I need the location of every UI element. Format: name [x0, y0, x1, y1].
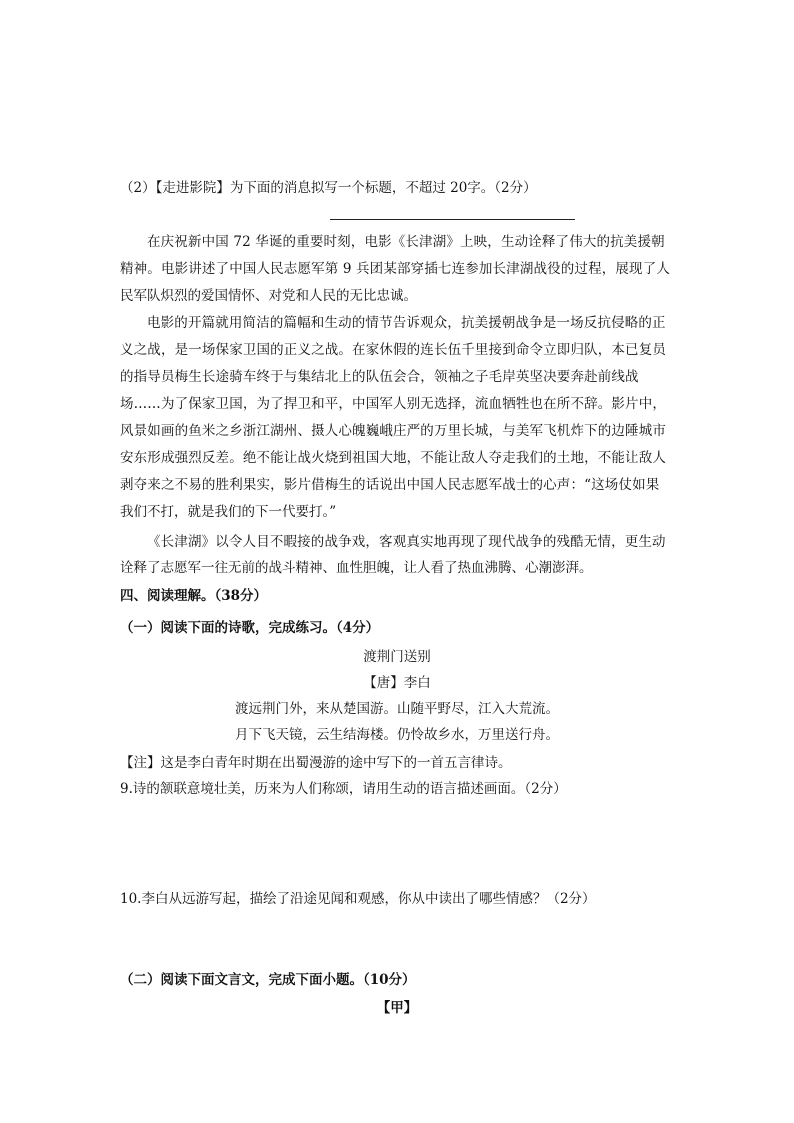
poem-author: 【唐】李白: [363, 675, 431, 691]
news-p2-line3: 的指导员梅生长途骑车终于与集结北上的队伍会合，领袖之子毛岸英坚决要奔赴前线战: [120, 369, 639, 385]
news-p2-line8: 我们不打，就是我们的下一代要打。”: [120, 504, 337, 520]
q2-prompt: （2）【走进影院】为下面的消息拟写一个标题，不超过 20字。（2分）: [120, 180, 537, 196]
answer-blank[interactable]: [330, 219, 575, 220]
question-9: 9.诗的颔联意境壮美，历来为人们称颂，请用生动的语言描述画面。（2分）: [120, 781, 567, 797]
section4-title: 四、阅读理解。（38分）: [120, 588, 268, 604]
question-10: 10.李白从远游写起，描绘了沿途见闻和观感，你从中读出了哪些情感？（2分）: [120, 891, 596, 907]
news-p2-line5: 风景如画的鱼米之乡浙江湖州、摄人心魄巍峨庄严的万里长城，与美军飞机炸下的边陲城市: [120, 423, 666, 439]
news-p2-line4: 场……为了保家卫国，为了捍卫和平，中国军人别无选择，流血牺牲也在所不辞。影片中，: [120, 396, 666, 412]
passage-jia-label: 【甲】: [376, 1000, 418, 1016]
poem-line1: 渡远荆门外，来从楚国游。山随平野尽，江入大荒流。: [235, 701, 559, 717]
news-p1-line1: 在庆祝新中国 72 华诞的重要时刻，电影《长津湖》上映，生动诠释了伟大的抗美援朝: [147, 234, 665, 250]
news-p2-line2: 义之战，是一场保家卫国的正义之战。在家休假的连长伍千里接到命令立即归队，本已复员: [120, 342, 666, 358]
news-p1-line3: 民军队炽烈的爱国情怀、对党和人民的无比忠诚。: [120, 288, 417, 304]
news-p2-line7: 剥夺来之不易的胜利果实，影片借梅生的话说出中国人民志愿军战士的心声：“这场仗如果: [120, 477, 660, 493]
poem-title: 渡荆门送别: [363, 649, 431, 665]
news-p2-line6: 安东形成强烈反差。绝不能让战火烧到祖国大地，不能让敌人夺走我们的土地，不能让敌人: [120, 450, 666, 466]
poem-note: 【注】这是李白青年时期在出蜀漫游的途中写下的一首五言律诗。: [120, 755, 512, 771]
news-p3-line2: 诠释了志愿军一往无前的战斗精神、血性胆魄，让人看了热血沸腾、心潮澎湃。: [120, 560, 593, 576]
news-p2-line1: 电影的开篇就用简洁的篇幅和生动的情节告诉观众，抗美援朝战争是一场反抗侵略的正: [147, 315, 666, 331]
news-p3-line1: 《长津湖》以令人目不暇接的战争戏，客观真实地再现了现代战争的残酷无情，更生动: [147, 534, 666, 550]
news-p1-line2: 精神。电影讲述了中国人民志愿军第 9 兵团某部穿插七连参加长津湖战役的过程，展现了人: [120, 261, 670, 277]
poem-line2: 月下飞天镜，云生结海楼。仍怜故乡水，万里送行舟。: [235, 727, 559, 743]
part2-title: （二）阅读下面文言文，完成下面小题。（10分）: [120, 972, 416, 988]
part1-title: （一）阅读下面的诗歌，完成练习。（4分）: [120, 620, 380, 636]
